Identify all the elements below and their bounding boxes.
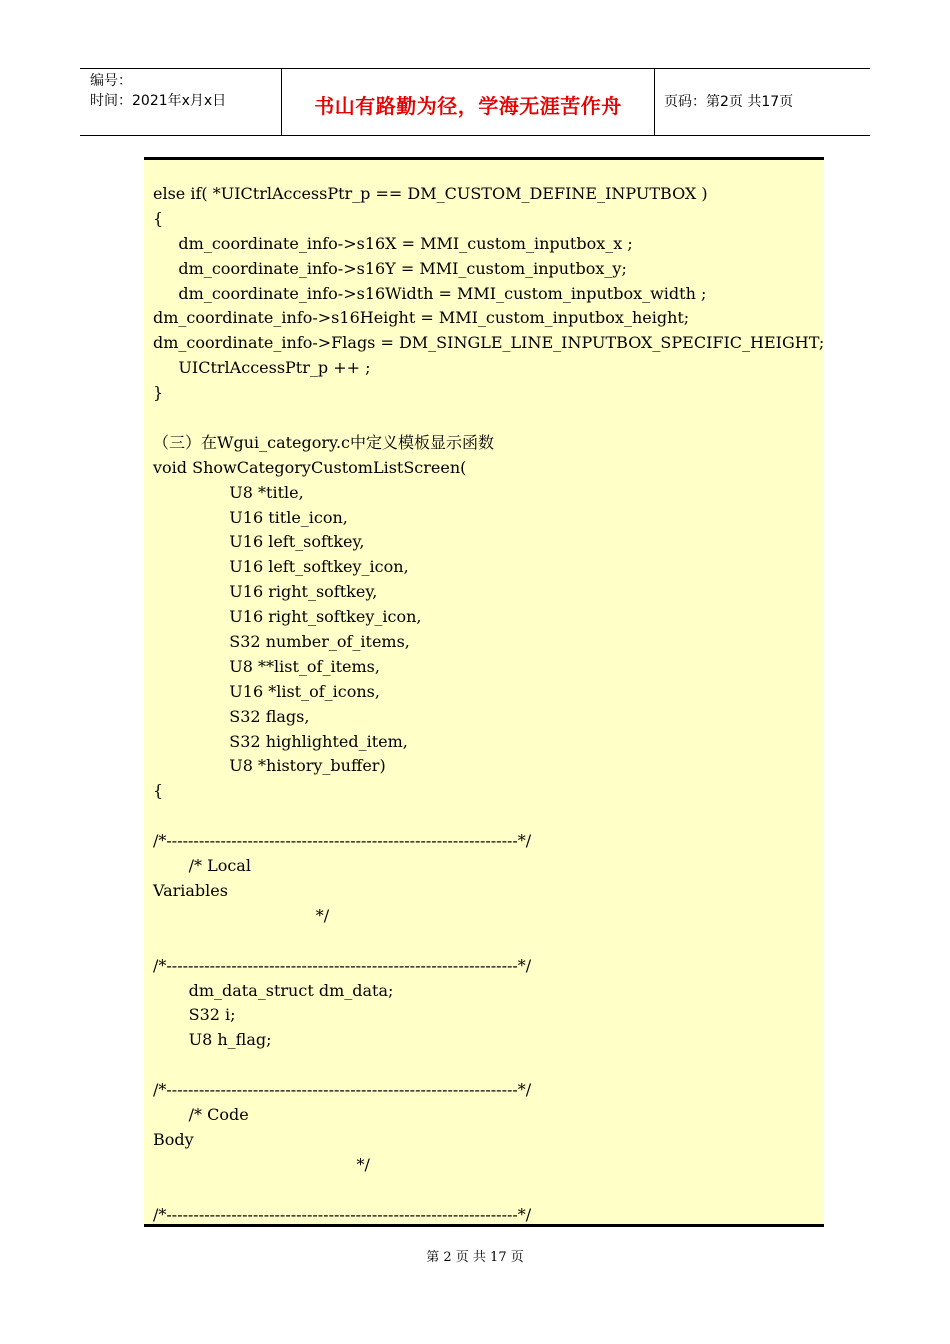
header-motto-cell [282, 69, 655, 135]
code-line: /*-----------------------------------------------------------------*/ [153, 1080, 532, 1100]
code-line: U16 right_softkey, [153, 582, 378, 602]
code-line: */ [153, 1154, 370, 1174]
code-line: U16 *list_of_icons, [153, 681, 380, 701]
document-number-label: 编号： [90, 73, 132, 89]
code-line: S32 flags, [153, 706, 310, 726]
code-line: else if( *UICtrlAccessPtr_p == DM_CUSTOM_DEFINE_INPUTBOX ) [153, 184, 708, 203]
code-line: U16 title_icon, [153, 507, 348, 527]
page-header [80, 68, 870, 136]
code-block [144, 157, 824, 1227]
code-line: { [153, 208, 164, 228]
code-line: U8 h_flag; [153, 1030, 272, 1050]
code-line: } [153, 383, 164, 403]
page-footer: 第 2 页 共 17 页 [426, 1250, 524, 1265]
code-line: dm_coordinate_info->s16Height = MMI_custom_inputbox_height; [153, 308, 690, 328]
code-line: */ [153, 905, 330, 925]
document-time-label: 时间：2021年x月x日 [90, 93, 227, 109]
code-line: /* Local [153, 856, 251, 876]
code-line [153, 929, 824, 954]
code-line [153, 804, 824, 829]
code-lines [153, 182, 824, 1227]
code-line [153, 1178, 824, 1203]
code-line: dm_coordinate_info->s16Y = MMI_custom_inputbox_y; [153, 258, 627, 278]
code-line: Body [153, 1129, 194, 1149]
code-line [153, 406, 824, 431]
code-line: /*-----------------------------------------------------------------*/ [153, 955, 532, 975]
code-line: dm_data_struct dm_data; [153, 980, 394, 1000]
code-line: dm_coordinate_info->Flags = DM_SINGLE_LINE_INPUTBOX_SPECIFIC_HEIGHT; [153, 333, 825, 353]
code-line: dm_coordinate_info->s16Width = MMI_custom_inputbox_width ; [153, 283, 707, 303]
code-line: dm_coordinate_info->s16X = MMI_custom_inputbox_x ; [153, 233, 633, 253]
code-line: /* Code [153, 1104, 249, 1124]
code-line: U8 *history_buffer) [153, 756, 386, 776]
header-meta-cell [80, 69, 282, 135]
code-line: void ShowCategoryCustomListScreen( [153, 457, 467, 477]
code-line: U8 **list_of_items, [153, 656, 380, 676]
code-line: U16 right_softkey_icon, [153, 607, 422, 627]
code-line: /*-----------------------------------------------------------------*/ [153, 831, 532, 851]
code-line: U16 left_softkey_icon, [153, 557, 409, 577]
code-line: UICtrlAccessPtr_p ++ ; [153, 358, 371, 378]
code-line: { [153, 781, 164, 801]
code-line: U8 *title, [153, 482, 304, 502]
code-line: Variables [153, 880, 228, 900]
code-line [153, 1053, 824, 1078]
code-line: U16 left_softkey, [153, 532, 365, 552]
code-line: S32 number_of_items, [153, 632, 410, 652]
code-line: S32 highlighted_item, [153, 731, 408, 751]
code-line: S32 i; [153, 1005, 236, 1025]
code-line: （三）在Wgui_category.c中定义模板显示函数 [153, 432, 494, 452]
header-page-info: 页码：第2页 共17页 [664, 94, 794, 110]
code-line: /*-----------------------------------------------------------------*/ [153, 1204, 532, 1224]
header-motto: 书山有路勤为径，学海无涯苦作舟 [314, 94, 622, 118]
